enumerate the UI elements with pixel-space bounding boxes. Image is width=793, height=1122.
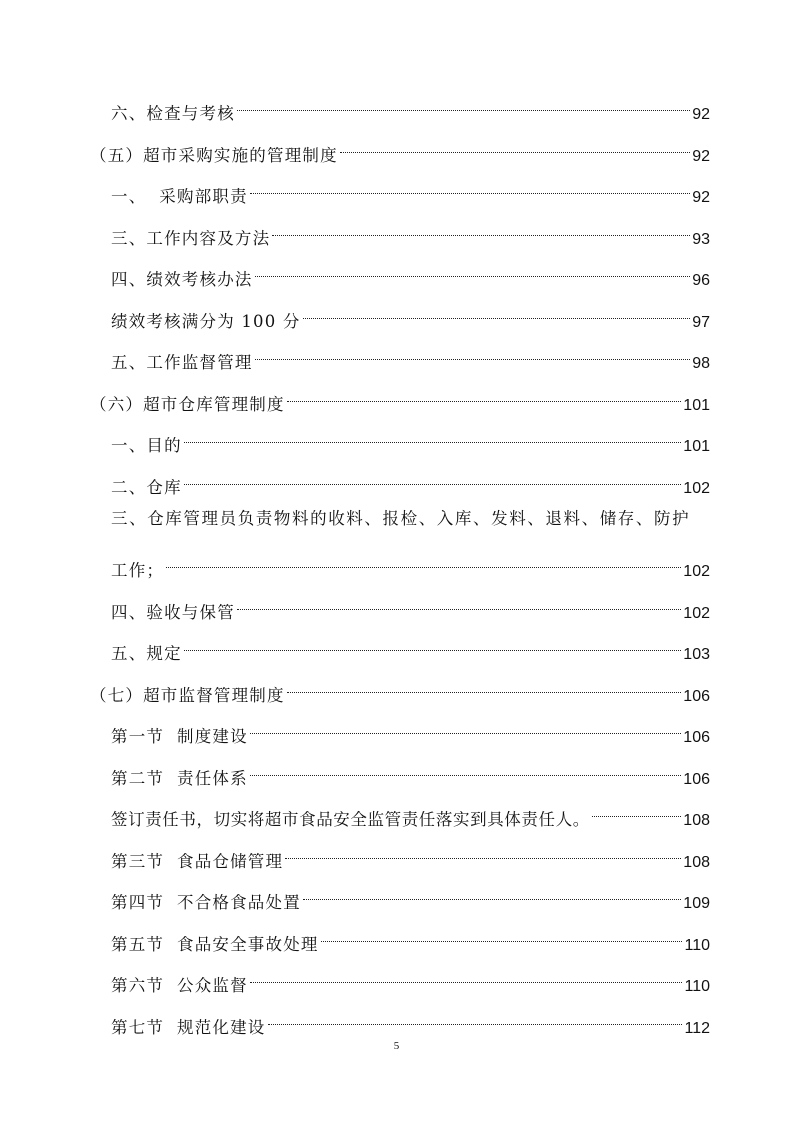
toc-entry-title: 第七节 规范化建设 [111, 1018, 266, 1037]
toc-leader-dots [184, 421, 681, 451]
toc-entry-page: 106 [683, 688, 710, 705]
toc-entry[interactable] [111, 89, 710, 123]
toc-entry-page: 103 [683, 646, 710, 663]
toc-entry-title: 第五节 食品安全事故处理 [111, 935, 319, 954]
toc-leader-dots [184, 463, 681, 493]
toc-leader-dots [237, 89, 690, 119]
toc-entry[interactable] [111, 629, 710, 663]
toc-entry-title: （五）超市采购实施的管理制度 [90, 146, 338, 165]
toc-entry-page: 92 [692, 106, 710, 123]
toc-entry[interactable] [111, 172, 710, 206]
toc-entry-page: 109 [683, 895, 710, 912]
toc-entry-title: 三、工作内容及方法 [111, 229, 271, 248]
toc-entry[interactable] [111, 754, 710, 788]
toc-leader-dots [287, 671, 682, 701]
toc-entry-title: 第一节 制度建设 [111, 727, 248, 746]
toc-entry[interactable] [111, 588, 710, 622]
toc-entry-title: （六）超市仓库管理制度 [90, 395, 285, 414]
toc-entry[interactable] [90, 131, 710, 165]
toc-entry-title: 二、仓库 [111, 478, 182, 497]
toc-entry-page: 97 [692, 314, 710, 331]
toc-entry[interactable] [111, 920, 710, 954]
toc-entry-page: 108 [683, 812, 710, 829]
toc-entry-title: 六、检查与考核 [111, 104, 235, 123]
toc-entry-page: 102 [683, 605, 710, 622]
toc-entry-title: 第三节 食品仓储管理 [111, 852, 284, 871]
toc-entry-title: 四、绩效考核办法 [111, 270, 253, 289]
toc-entry-title: 一、 采购部职责 [111, 187, 248, 206]
toc-entry[interactable] [111, 878, 710, 912]
toc-entry-title: 四、验收与保管 [111, 603, 235, 622]
toc-entry[interactable] [111, 837, 710, 871]
toc-entry-title: 第六节 公众监督 [111, 976, 248, 995]
toc-entry-page: 102 [683, 480, 710, 497]
toc-entry-page: 101 [683, 397, 710, 414]
toc-entry-title: 五、工作监督管理 [111, 353, 253, 372]
toc-entry-page: 110 [684, 978, 710, 995]
toc-entry-title: 第二节 责任体系 [111, 769, 248, 788]
toc-leader-dots [303, 878, 681, 908]
toc-entry-page: 112 [684, 1020, 710, 1037]
toc-entry-page: 106 [683, 729, 710, 746]
toc-entry[interactable] [111, 961, 710, 995]
toc-entry-title: 绩效考核满分为 100 分 [111, 312, 301, 331]
toc-leader-dots [285, 837, 681, 867]
toc-leader-dots [268, 1003, 683, 1033]
toc-entry-page: 93 [692, 231, 710, 248]
toc-entry-title: 五、规定 [111, 644, 182, 663]
toc-entry-page: 102 [683, 563, 710, 580]
toc-leader-dots [250, 754, 682, 784]
toc-entry[interactable] [111, 214, 710, 248]
toc-leader-dots [340, 131, 690, 161]
toc-entry[interactable] [111, 795, 710, 829]
toc-leader-dots [287, 380, 682, 410]
toc-entry-line2[interactable] [111, 546, 710, 580]
toc-entry-title: 工作； [111, 561, 165, 580]
page-number: 5 [393, 1040, 400, 1052]
toc-entry-title: 签订责任书，切实将超市食品安全监管责任落实到具体责任人。 [111, 810, 590, 829]
toc-leader-dots [250, 172, 690, 202]
toc-entry[interactable] [111, 463, 710, 497]
toc-entry-line1[interactable] [111, 504, 710, 534]
toc-entry-page: 106 [683, 771, 710, 788]
toc-entry[interactable] [90, 380, 710, 414]
toc-entry[interactable] [111, 297, 710, 331]
toc-entry-page: 101 [683, 438, 710, 455]
toc-entry-title: （七）超市监督管理制度 [90, 686, 285, 705]
toc-leader-dots [166, 546, 681, 576]
toc-entry[interactable] [111, 421, 710, 455]
toc-entry-page: 92 [692, 148, 710, 165]
toc-leader-dots [237, 588, 681, 618]
toc-entry[interactable] [111, 1003, 710, 1037]
toc-entry-page: 92 [692, 189, 710, 206]
toc-leader-dots [255, 255, 691, 285]
toc-entry-title: 三、仓库管理员负责物料的收料、报检、入库、发料、退料、储存、防护 [111, 509, 691, 528]
toc-entry-page: 108 [683, 854, 710, 871]
toc-leader-dots [303, 297, 691, 327]
toc-entry[interactable] [111, 712, 710, 746]
toc-entry-title: 第四节 不合格食品处置 [111, 893, 301, 912]
toc-leader-dots [250, 712, 682, 742]
toc-leader-dots [255, 338, 691, 368]
toc-entry[interactable] [111, 338, 710, 372]
toc-leader-dots [321, 920, 683, 950]
toc-leader-dots [250, 961, 683, 991]
toc-entry[interactable] [111, 255, 710, 289]
toc-entry-page: 98 [692, 355, 710, 372]
toc-leader-dots [184, 629, 681, 659]
toc-leader-dots [592, 795, 681, 825]
toc-entry[interactable] [90, 671, 710, 705]
toc-entry-title: 一、目的 [111, 436, 182, 455]
toc-entry-page: 110 [684, 937, 710, 954]
toc-entry-page: 96 [692, 272, 710, 289]
toc-leader-dots [272, 214, 690, 244]
